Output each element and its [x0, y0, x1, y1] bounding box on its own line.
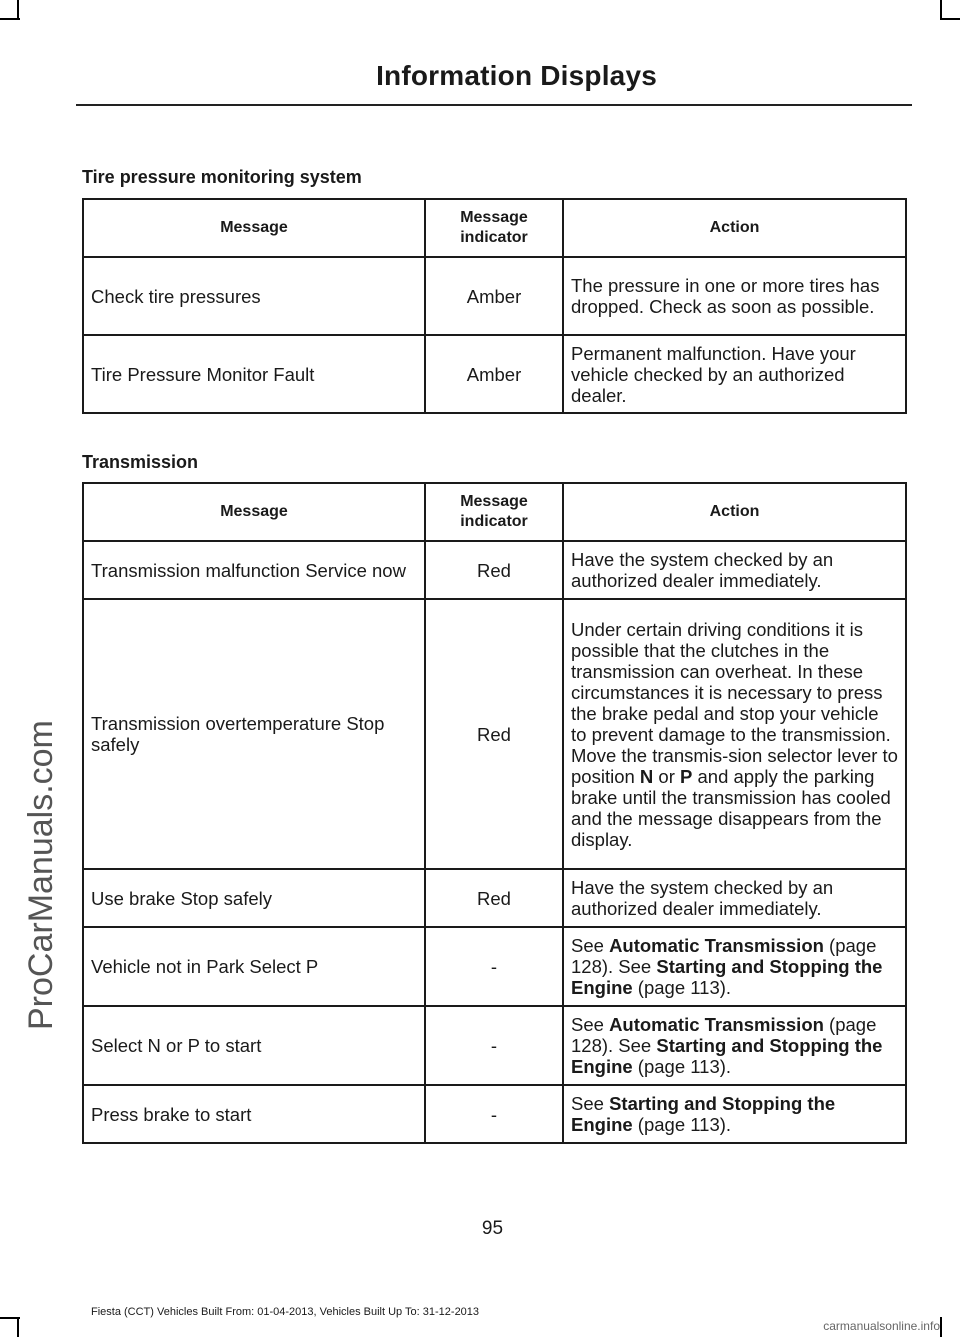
action-cell: Permanent malfunction. Have your vehicle checked by an authorized dealer.	[563, 335, 906, 413]
crop-mark	[0, 1317, 20, 1319]
column-header-indicator: Message indicator	[425, 483, 563, 541]
crop-mark	[0, 18, 20, 20]
position-p-label: P	[680, 765, 693, 787]
table-row	[83, 1006, 906, 1085]
message-cell: Tire Pressure Monitor Fault	[83, 335, 425, 413]
crop-mark	[17, 1317, 19, 1337]
bottom-watermark: carmanualsonline.info	[823, 1319, 940, 1333]
action-text: Under certain driving conditions it is possible that the clutches in the transmission can overheat. In these circumstances it is necessary to press the brake pedal and stop your vehicle to prevent damage to the transmission. Move the transmis-sion selector lever to position	[571, 618, 898, 787]
column-header-message: Message	[83, 483, 425, 541]
table-header-row	[83, 483, 906, 541]
indicator-cell: Red	[425, 599, 563, 869]
indicator-cell: Amber	[425, 257, 563, 335]
column-header-indicator: Message indicator	[425, 199, 563, 257]
action-cell: Have the system checked by an authorized dealer immediately.	[563, 869, 906, 927]
message-cell: Check tire pressures	[83, 257, 425, 335]
message-cell: Press brake to start	[83, 1085, 425, 1143]
table-row	[83, 541, 906, 599]
crop-mark	[17, 0, 19, 20]
action-text: See	[571, 1093, 610, 1114]
action-text: See	[571, 935, 610, 956]
cross-reference-link[interactable]: Automatic Transmission	[609, 935, 824, 956]
crop-mark	[940, 0, 942, 20]
message-cell: Select N or P to start	[83, 1006, 425, 1085]
action-text: and apply the parking brake until the transmission has cooled and the message disappears from the display.	[571, 765, 891, 850]
action-text: (page 128). See	[571, 935, 877, 977]
side-watermark: ProCarManuals.com	[22, 720, 60, 1030]
section-heading-transmission: Transmission	[82, 452, 199, 472]
column-header-message: Message	[83, 199, 425, 257]
section-heading-tpms: Tire pressure monitoring system	[82, 167, 362, 187]
message-cell: Use brake Stop safely	[83, 869, 425, 927]
action-text: (page 128). See	[571, 1014, 877, 1056]
action-text: See	[571, 1014, 610, 1035]
page-title: Information Displays	[376, 60, 657, 91]
indicator-cell: Red	[425, 869, 563, 927]
action-cell	[563, 599, 906, 869]
action-cell: The pressure in one or more tires has dropped. Check as soon as possible.	[563, 257, 906, 335]
table-row	[83, 927, 906, 1006]
action-cell	[563, 927, 906, 1006]
message-cell: Transmission overtemperature Stop safely	[83, 599, 425, 869]
table-header-row	[83, 199, 906, 257]
cross-reference-link[interactable]: Starting and Stopping the Engine	[571, 956, 883, 998]
indicator-cell: -	[425, 1006, 563, 1085]
action-cell	[563, 1006, 906, 1085]
column-header-action: Action	[563, 199, 906, 257]
table-row	[83, 1085, 906, 1143]
transmission-table	[82, 482, 907, 1144]
footer-text: Fiesta (CCT) Vehicles Built From: 01-04-2013, Vehicles Built Up To: 31-12-2013	[91, 1306, 480, 1318]
column-header-action: Action	[563, 483, 906, 541]
message-cell: Vehicle not in Park Select P	[83, 927, 425, 1006]
crop-mark	[940, 18, 960, 20]
action-text: or	[653, 765, 681, 787]
indicator-cell: Amber	[425, 335, 563, 413]
cross-reference-link[interactable]: Starting and Stopping the Engine	[571, 1035, 883, 1077]
cross-reference-link[interactable]: Automatic Transmission	[609, 1014, 824, 1035]
tpms-table	[82, 198, 907, 414]
table-row	[83, 257, 906, 335]
action-text: (page 113).	[632, 1056, 732, 1077]
table-row	[83, 335, 906, 413]
crop-mark	[940, 1317, 942, 1337]
cross-reference-link[interactable]: Starting and Stopping the Engine	[571, 1093, 836, 1135]
action-text: (page 113).	[632, 977, 732, 998]
table-row	[83, 599, 906, 869]
page-number: 95	[481, 1218, 504, 1239]
indicator-cell: -	[425, 1085, 563, 1143]
header-divider	[76, 104, 912, 106]
table-row	[83, 869, 906, 927]
indicator-cell: Red	[425, 541, 563, 599]
action-text: (page 113).	[632, 1114, 732, 1135]
action-cell	[563, 1085, 906, 1143]
indicator-cell: -	[425, 927, 563, 1006]
position-n-label: N	[639, 765, 654, 787]
message-cell: Transmission malfunction Service now	[83, 541, 425, 599]
action-cell: Have the system checked by an authorized dealer immediately.	[563, 541, 906, 599]
